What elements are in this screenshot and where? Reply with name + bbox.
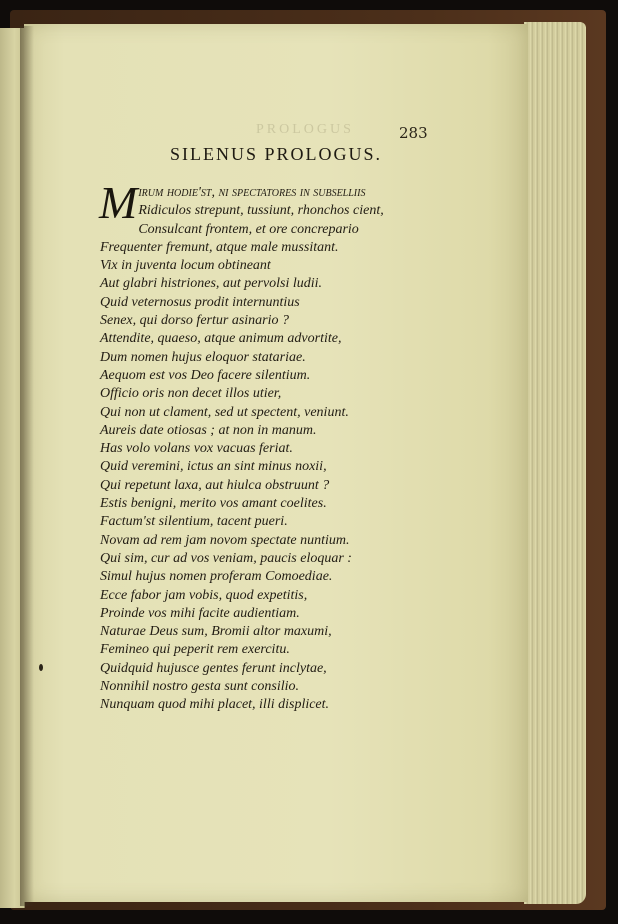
verse-line: Vix in juventa locum obtineant	[100, 258, 271, 274]
page-title: SILENUS PROLOGUS.	[169, 144, 383, 164]
verse-line: Officio oris non decet illos utier,	[100, 386, 282, 402]
verse-line: Qui sim, cur ad vos veniam, paucis eloquar :	[100, 550, 352, 566]
verse-line: Quid veternosus prodit internuntius	[100, 294, 300, 310]
first-line-text: irum hodie'st, ni spectatores in subselliis	[138, 185, 366, 200]
verse-line: Frequenter fremunt, atque male mussitant.	[100, 239, 339, 255]
verse-line: Consulcant frontem, et ore concrepario	[138, 221, 359, 237]
gutter-shadow	[20, 26, 34, 906]
bleed-through-heading: PROLOGUS	[256, 122, 354, 137]
verse-text	[99, 177, 520, 715]
verse-line: Quid veremini, ictus an sint minus noxii,	[100, 459, 327, 475]
verse-line: Has volo volans vox vacuas feriat.	[100, 441, 293, 457]
verse-line: Quidquid hujusce gentes ferunt inclytae,	[100, 660, 327, 676]
margin-mark	[39, 664, 43, 671]
verse-line: Dum nomen hujus eloquor statariae.	[100, 349, 306, 365]
drop-cap: M	[99, 177, 138, 228]
verse-line: Simul hujus nomen proferam Comoediae.	[100, 569, 333, 585]
verse-line: Nonnihil nostro gesta sunt consilio.	[100, 679, 299, 695]
verse-line: Femineo qui peperit rem exercitu.	[100, 642, 290, 658]
page-number: 283	[399, 124, 428, 142]
verse-line: Aut glabri histriones, aut pervolsi ludii.	[100, 276, 323, 292]
verse-line: Qui non ut clament, sed ut spectent, veniunt.	[100, 404, 349, 420]
verse-line: Proinde vos mihi facite audientiam.	[100, 605, 300, 621]
verse-line: Qui repetunt laxa, aut hiulca obstruunt ?	[100, 477, 330, 493]
verse-line: Ridiculos strepunt, tussiunt, rhonchos cient,	[138, 203, 384, 219]
verse-line: Nunquam quod mihi placet, illi displicet.	[100, 697, 330, 713]
verse-line: Ecce fabor jam vobis, quod expetitis,	[100, 587, 308, 603]
verse-line: Attendite, quaeso, atque animum advortite,	[100, 331, 342, 347]
verse-line: Novam ad rem jam novom spectate nuntium.	[100, 532, 350, 548]
verse-line: Aureis date otiosas ; at non in manum.	[100, 422, 317, 438]
page-block-edges	[524, 22, 586, 904]
verse-line: Estis benigni, merito vos amant coelites.	[100, 496, 327, 512]
verse-line: Factum'st silentium, tacent pueri.	[100, 514, 288, 530]
verse-line: Senex, qui dorso fertur asinario ?	[100, 313, 289, 329]
verse-line: Naturae Deus sum, Bromii altor maxumi,	[100, 624, 332, 640]
verse-line: Aequom est vos Deo facere silentium.	[100, 367, 311, 383]
printed-page	[24, 24, 528, 902]
